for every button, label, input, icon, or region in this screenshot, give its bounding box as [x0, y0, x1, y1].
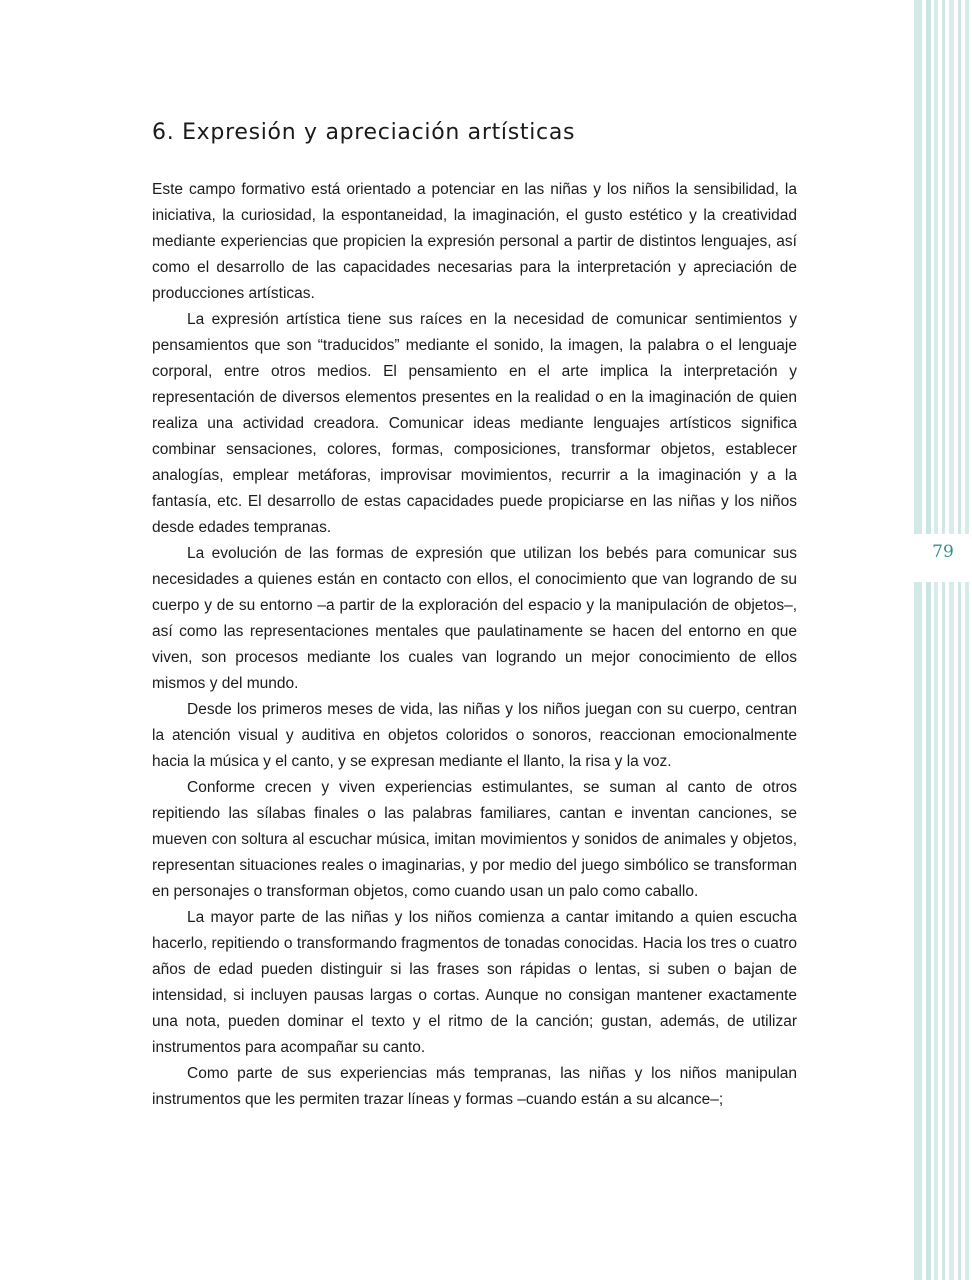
margin-stripe [942, 0, 945, 1280]
margin-stripe [949, 0, 954, 1280]
margin-stripe [934, 0, 938, 1280]
paragraph: La mayor parte de las niñas y los niños comienza a cantar imitando a quien escucha hacerlo, repitiendo o transformando fragmentos de tonadas conocidas. Hacia los tres o cuatro años de edad pueden distinguir si las frases son rápidas o lentas, si suben o bajan de intensidad, si incluyen pausas largas o cortas. Aunque no consigan mantener exactamente una nota, pueden dominar el texto y el ritmo de la canción; gustan, además, de utilizar instrumentos para acompañar su canto. [152, 909, 797, 1056]
page-number: 79 [932, 542, 954, 562]
paragraph: La expresión artística tiene sus raíces en la necesidad de comunicar sentimientos y pensamientos que son “traducidos” mediante el sonido, la imagen, la palabra o el lenguaje corporal, entre otros medios. El pensamiento en el arte implica la interpretación y representación de diversos elementos presentes en la realidad o en la imaginación de quien realiza una actividad creadora. Comunicar ideas mediante lenguajes artísticos significa combinar sensaciones, colores, formas, composiciones, transformar objetos, establecer analogías, emplear metáforas, improvisar movimientos, recurrir a la imaginación y a la fantasía, etc. El desarrollo de estas capacidades puede propiciarse en las niñas y los niños desde edades tempranas. [152, 311, 797, 536]
margin-stripe [958, 0, 961, 1280]
margin-stripe [965, 0, 969, 1280]
paragraph: La evolución de las formas de expresión que utilizan los bebés para comunicar sus necesidades a quienes están en contacto con ellos, el conocimiento que van logrando de su cuerpo y de su entorno –a partir de la exploración del espacio y la manipulación de objetos–, así como las representaciones mentales que paulatinamente se hacen del entorno en que viven, son procesos mediante los cuales van logrando un mejor conocimiento de ellos mismos y del mundo. [152, 545, 797, 692]
paragraph: Desde los primeros meses de vida, las niñas y los niños juegan con su cuerpo, centran la atención visual y auditiva en objetos coloridos o sonoros, reaccionan emocionalmente hacia la música y el canto, y se expresan mediante el llanto, la risa y la voz. [152, 701, 797, 770]
body-text [152, 177, 797, 1113]
decorative-margin-stripes [912, 0, 972, 1280]
paragraph: Como parte de sus experiencias más tempranas, las niñas y los niños manipulan instrumentos que les permiten trazar líneas y formas –cuando están a su alcance–; [152, 1065, 797, 1108]
paragraph: Este campo formativo está orientado a potenciar en las niñas y los niños la sensibilidad, la iniciativa, la curiosidad, la espontaneidad, la imaginación, el gusto estético y la creatividad mediante experiencias que propicien la expresión personal a partir de distintos lenguajes, así como el desarrollo de las capacidades necesarias para la interpretación y apreciación de producciones artísticas. [152, 181, 797, 302]
paragraph: Conforme crecen y viven experiencias estimulantes, se suman al canto de otros repitiendo las sílabas finales o las palabras familiares, cantan e inventan canciones, se mueven con soltura al escuchar música, imitan movimientos y sonidos de animales y objetos, representan situaciones reales o imaginarias, y por medio del juego simbólico se transforman en personajes o transforman objetos, como cuando usan un palo como caballo. [152, 779, 797, 900]
section-heading: 6. Expresión y apreciación artísticas [152, 120, 576, 145]
margin-stripe [914, 0, 922, 1280]
margin-stripe [926, 0, 931, 1280]
